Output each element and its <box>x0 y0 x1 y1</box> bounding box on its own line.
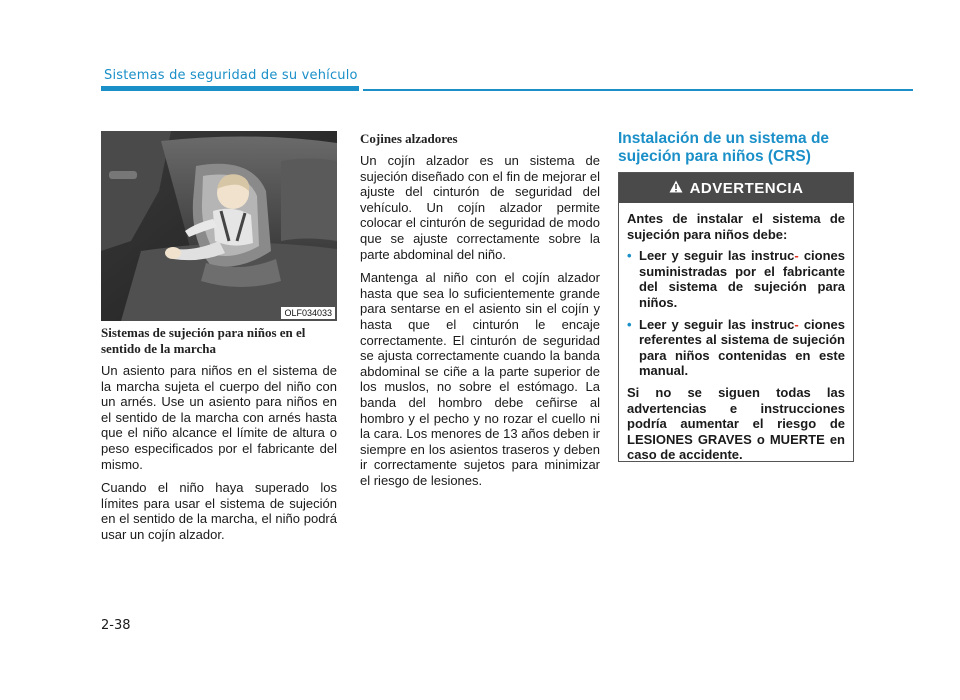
warning-intro: Antes de instalar el sistema de sujeción para niños debe: <box>627 211 845 242</box>
warning-list <box>627 248 845 379</box>
header-rule-thin <box>363 89 913 91</box>
warning-body <box>619 203 853 463</box>
header-rule-thick <box>101 86 359 91</box>
figure-code: OLF034033 <box>281 307 335 319</box>
warning-box <box>618 172 854 462</box>
warning-item-hyphen: - <box>794 316 799 332</box>
warning-item-text-b: ciones referentes al sistema de sujeción para niños contenidas en este manual. <box>639 316 845 379</box>
crs-heading: Instalación de un sistema de sujeción para niños (CRS) <box>618 130 830 165</box>
warning-outro: Si no se siguen todas las advertencias e instrucciones podría aumentar el riesgo de LESIONES GRAVES o MUERTE en caso de accidente. <box>627 384 845 463</box>
forward-facing-paragraph-2: Cuando el niño haya superado los límites para usar el sistema de sujeción en el sentido de la marcha, el niño podrá usar un cojín alzador. <box>101 480 337 542</box>
warning-item-text-a: Leer y seguir las instruc <box>639 316 795 332</box>
forward-facing-paragraph-1: Un asiento para niños en el sistema de la marcha sujeta el cuerpo del niño con un arnés. Use un asiento para niños en el sentido de la marcha con arnés hasta que el niño alcance el límite de altura o peso especificados por el fabricante del mismo. <box>101 363 337 472</box>
booster-paragraph-2: Mantenga al niño con el cojín alzador hasta que sea lo suficientemente grande para sentarse en el asiento sin el cojín y hasta que el cinturón le encaje correctamente. El cinturón de seguridad se ajusta correctamente cuando la banda abdominal se ciñe a la parte superior de los muslos, no sobre el estómago. La banda del hombro debe ceñirse al hombro y el pecho y no rozar el cuello ni la cara. Los menores de 13 años deben ir siempre en los asientos traseros y deben ir correctamente sujetos para minimizar el riesgo de lesiones. <box>360 270 600 488</box>
column-forward-facing <box>101 325 337 551</box>
booster-paragraph-1: Un cojín alzador es un sistema de sujeción diseñado con el fin de mejorar el ajuste del cinturón de seguridad del vehículo. Un cojín alzador permite colocar el cinturón de seguridad de modo que se ajuste correctamente sobre la parte abdominal del niño. <box>360 153 600 262</box>
child-seat-illustration <box>101 131 337 321</box>
warning-item-text-a: Leer y seguir las instruc <box>639 248 795 264</box>
warning-item <box>627 317 845 379</box>
page-number: 2-38 <box>101 618 131 633</box>
warning-header <box>619 173 853 203</box>
column-crs-installation <box>618 130 856 166</box>
section-title: Sistemas de seguridad de su vehículo <box>104 68 358 83</box>
warning-item <box>627 248 845 310</box>
bullet-icon: • <box>627 248 632 264</box>
forward-facing-heading: Sistemas de sujeción para niños en el sentido de la marcha <box>101 325 306 356</box>
warning-item-text-b: ciones suministradas por el fabricante del sistema de sujeción para niños. <box>639 248 845 310</box>
warning-title: ADVERTENCIA <box>689 179 804 197</box>
booster-heading: Cojines alzadores <box>360 131 458 146</box>
warning-item-hyphen: - <box>794 248 799 264</box>
child-seat-drawing <box>101 131 337 321</box>
bullet-icon: • <box>627 316 632 332</box>
warning-triangle-icon <box>669 180 683 197</box>
column-booster-seats <box>360 131 600 496</box>
